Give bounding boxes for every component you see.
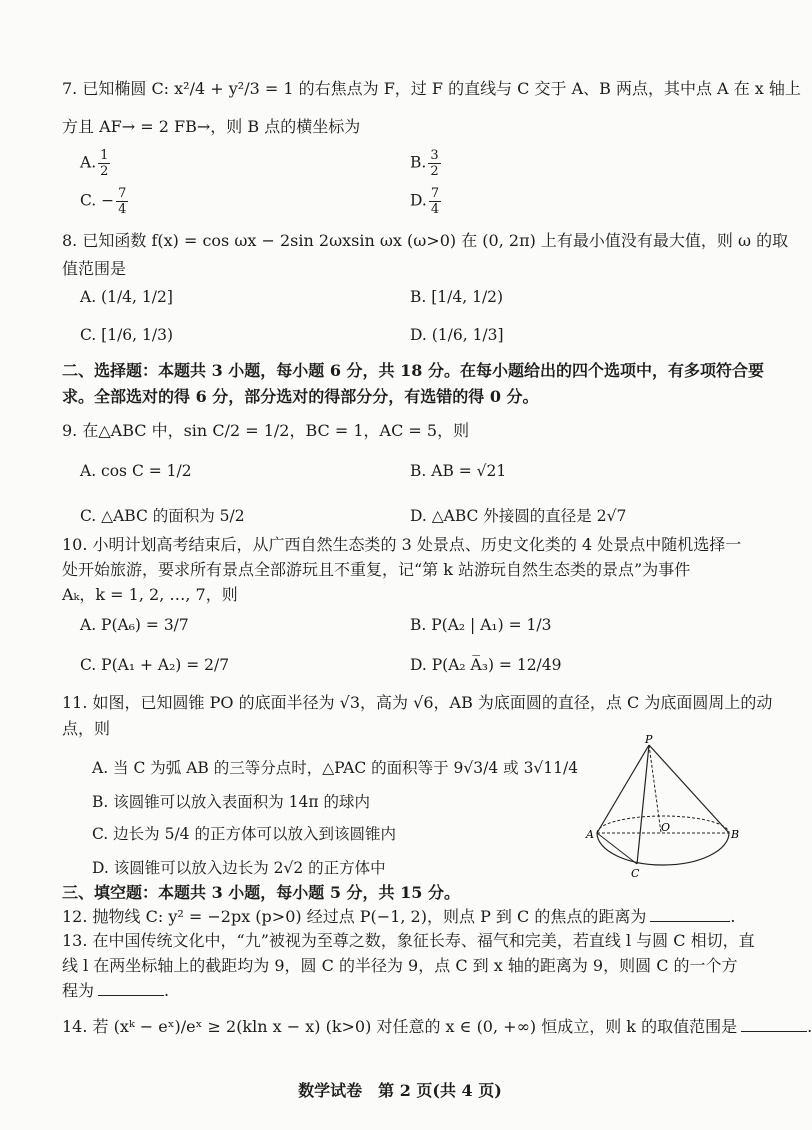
q10-stem-line3: Aₖ，k = 1, 2, …, 7，则 bbox=[62, 585, 238, 604]
q11-option-b: B. 该圆锥可以放入表面积为 14π 的球内 bbox=[92, 793, 371, 811]
cone-label-c: C bbox=[631, 867, 640, 880]
cone-segment-ac bbox=[597, 833, 637, 864]
q9-option-d: D. △ABC 外接圆的直径是 2√7 bbox=[410, 507, 627, 525]
cone-edge-pb bbox=[649, 745, 729, 833]
q8-option-b: B. [1/4, 1/2) bbox=[410, 288, 504, 306]
q13-stem-line1: 13. 在中国传统文化中，“九”被视为至尊之数，象征长寿、福气和完美，若直线 l 与圆 C 相切，直 bbox=[62, 931, 755, 950]
q13-answer-blank[interactable] bbox=[98, 979, 164, 996]
cone-figure bbox=[585, 735, 745, 880]
q11-option-c: C. 边长为 5/4 的正方体可以放入到该圆锥内 bbox=[92, 825, 396, 843]
q9-option-c: C. △ABC 的面积为 5/2 bbox=[80, 507, 245, 525]
q10-option-c: C. P(A₁ + A₂) = 2/7 bbox=[80, 656, 230, 674]
q9-option-a: A. cos C = 1/2 bbox=[80, 462, 192, 480]
q14-stem: 14. 若 (xᵏ − eˣ)/eˣ ≥ 2(kln x − x) (k>0) 对任意的 x ∈ (0, +∞) 恒成立，则 k 的取值范围是 . bbox=[62, 1017, 812, 1036]
q11-stem-line1: 11. 如图，已知圆锥 PO 的底面半径为 √3，高为 √6，AB 为底面圆的直径，点 C 为底面圆周上的动 bbox=[62, 693, 773, 712]
cone-base-front bbox=[597, 833, 729, 865]
q12-stem: 12. 抛物线 C: y² = −2px (p>0) 经过点 P(−1, 2)，则点 P 到 C 的焦点的距离为 . bbox=[62, 907, 736, 926]
q7-option-c: C. − $\frac{7}{4}$ bbox=[80, 186, 127, 217]
q12-answer-blank[interactable] bbox=[650, 905, 730, 922]
q14-answer-blank[interactable] bbox=[741, 1015, 807, 1032]
page-footer: 数学试卷 第 2 页(共 4 页) bbox=[298, 1081, 502, 1100]
q7-stem-line2: 方且 AF→ = 2 FB→，则 B 点的横坐标为 bbox=[62, 117, 361, 136]
q10-option-d: D. P(A₂ A̅₃) = 12/49 bbox=[410, 656, 562, 674]
q10-stem-line1: 10. 小明计划高考结束后，从广西自然生态类的 3 处景点、历史文化类的 4 处景点中随机选择一 bbox=[62, 535, 742, 554]
q7-option-a: A. $\frac{1}{2}$ bbox=[80, 148, 109, 179]
q7-stem-line1: 7. 已知椭圆 C: x²/4 + y²/3 = 1 的右焦点为 F，过 F 的直线与 C 交于 A、B 两点，其中点 A 在 x 轴上 bbox=[62, 79, 801, 98]
cone-label-b: B bbox=[731, 828, 740, 841]
q11-option-a: A. 当 C 为弧 AB 的三等分点时，△PAC 的面积等于 9√3/4 或 3√11/4 bbox=[92, 759, 579, 777]
cone-label-a: A bbox=[586, 828, 594, 841]
q13-stem-line3: 程为 . bbox=[62, 981, 170, 1000]
section-2-instructions-line2: 求。全部选对的得 6 分，部分选对的得部分分，有选错的得 0 分。 bbox=[62, 387, 539, 406]
q11-stem-line2: 点，则 bbox=[62, 719, 111, 738]
q7-option-b: B. $\frac{3}{2}$ bbox=[410, 148, 439, 179]
section-3-instructions: 三、填空题：本题共 3 小题，每小题 5 分，共 15 分。 bbox=[62, 883, 460, 902]
q8-option-c: C. [1/6, 1/3) bbox=[80, 326, 173, 344]
q9-option-b: B. AB = √21 bbox=[410, 462, 507, 480]
q13-stem-line2: 线 l 在两坐标轴上的截距均为 9，圆 C 的半径为 9，点 C 到 x 轴的距离为 9，则圆 C 的一个方 bbox=[62, 956, 738, 975]
q8-stem-line2: 值范围是 bbox=[62, 259, 127, 278]
cone-label-o: O bbox=[661, 821, 671, 834]
section-2-instructions-line1: 二、选择题：本题共 3 小题，每小题 6 分，共 18 分。在每小题给出的四个选项中，有多项符合要 bbox=[62, 361, 764, 380]
q10-stem-line2: 处开始旅游，要求所有景点全部游玩且不重复，记“第 k 站游玩自然生态类的景点”为事件 bbox=[62, 560, 691, 579]
cone-label-p: P bbox=[645, 733, 653, 746]
cone-axis-po bbox=[649, 745, 661, 833]
q8-stem-line1: 8. 已知函数 f(x) = cos ωx − 2sin 2ωxsin ωx (ω>0) 在 (0, 2π) 上有最小值没有最大值，则 ω 的取 bbox=[62, 231, 789, 250]
q11-option-d: D. 该圆锥可以放入边长为 2√2 的正方体中 bbox=[92, 859, 386, 877]
q10-option-a: A. P(A₆) = 3/7 bbox=[80, 616, 189, 634]
q7-option-d: D. $\frac{7}{4}$ bbox=[410, 186, 440, 217]
q9-stem: 9. 在△ABC 中，sin C/2 = 1/2，BC = 1，AC = 5，则 bbox=[62, 421, 470, 440]
q8-option-a: A. (1/4, 1/2] bbox=[80, 288, 173, 306]
q8-option-d: D. (1/6, 1/3] bbox=[410, 326, 504, 344]
q10-option-b: B. P(A₂ | A₁) = 1/3 bbox=[410, 616, 552, 634]
